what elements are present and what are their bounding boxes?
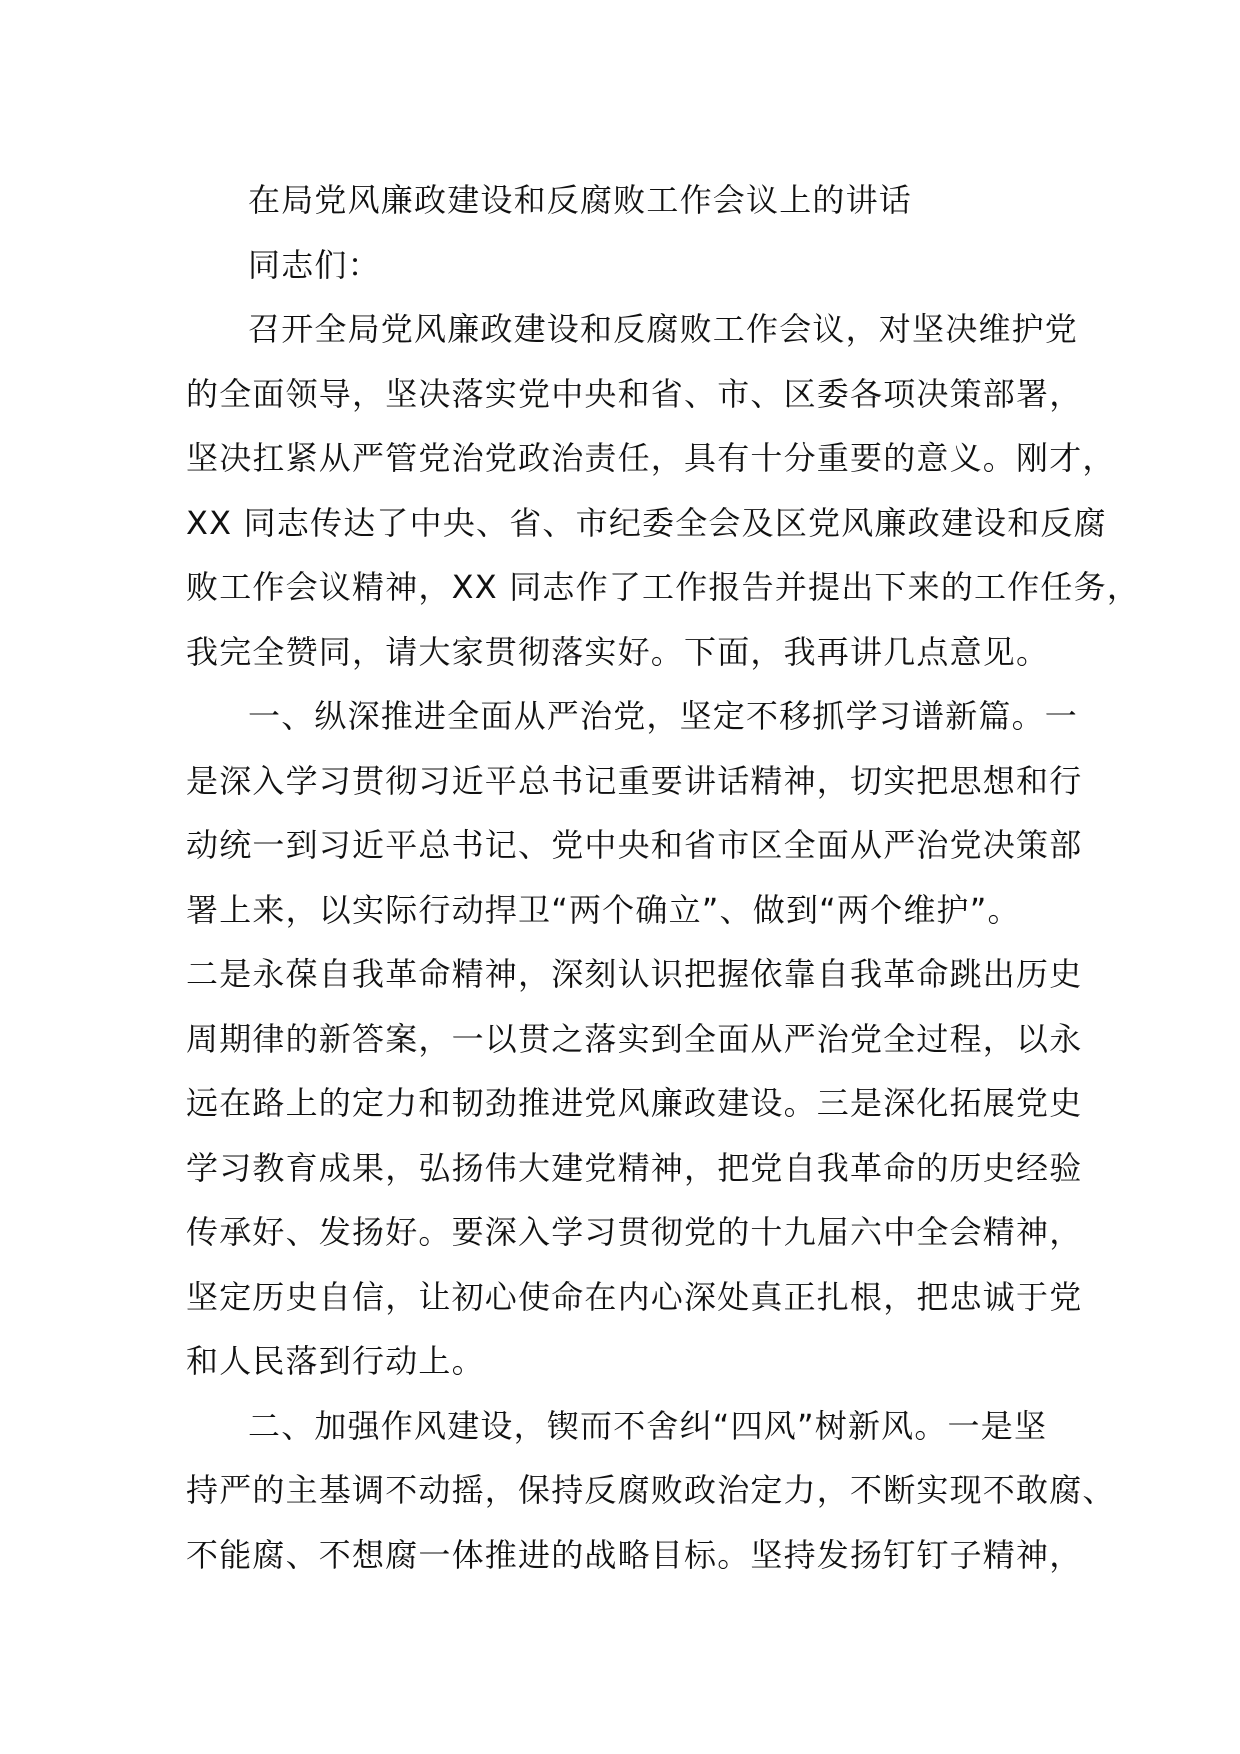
document-title: 在局党风廉政建设和反腐败工作会议上的讲话 [248, 181, 913, 219]
paragraph-line: 周期律的新答案，一以贯之落实到全面从严治党全过程，以永 [186, 1019, 1083, 1058]
paragraph-line: 动统一到习近平总书记、党中央和省市区全面从严治党决策部 [186, 826, 1083, 864]
paragraph-line: 远在路上的定力和韧劲推进党风廉政建设。三是深化拓展党史 [186, 1084, 1083, 1122]
paragraph-line: 二是永葆自我革命精神，深刻认识把握依靠自我革命跳出历史 [186, 955, 1083, 993]
paragraph-line: 和人民落到行动上。 [186, 1342, 485, 1380]
paragraph-line: 坚决扛紧从严管党治党政治责任，具有十分重要的意义。刚才， [186, 439, 1116, 477]
paragraph-line: 署上来，以实际行动捍卫“两个确立”、做到“两个维护”。 [186, 890, 1021, 929]
paragraph-line: 的全面领导，坚决落实党中央和省、市、区委各项决策部署， [186, 374, 1083, 413]
section-heading-line: 一、纵深推进全面从严治党，坚定不移抓学习谱新篇。一 [248, 697, 1079, 735]
paragraph-line: 持严的主基调不动摇，保持反腐败政治定力，不断实现不敢腐、 [186, 1471, 1116, 1509]
paragraph-line: 学习教育成果，弘扬伟大建党精神，把党自我革命的历史经验 [186, 1148, 1083, 1187]
paragraph-line: 不能腐、不想腐一体推进的战略目标。坚持发扬钉钉子精神， [186, 1535, 1083, 1574]
paragraph-line: 是深入学习贯彻习近平总书记重要讲话精神，切实把思想和行 [186, 761, 1083, 800]
salutation: 同志们： [248, 245, 381, 284]
paragraph-line: 败工作会议精神，XX 同志作了工作报告并提出下来的工作任务， [186, 568, 1141, 606]
document-body [186, 168, 1141, 1587]
paragraph-line: XX 同志传达了中央、省、市纪委全会及区党风廉政建设和反腐 [186, 503, 1107, 542]
paragraph-line: 召开全局党风廉政建设和反腐败工作会议，对坚决维护党 [248, 310, 1079, 348]
paragraph-line: 我完全赞同，请大家贯彻落实好。下面，我再讲几点意见。 [186, 632, 1050, 671]
paragraph-line: 坚定历史自信，让初心使命在内心深处真正扎根，把忠诚于党 [186, 1277, 1083, 1316]
paragraph-line: 传承好、发扬好。要深入学习贯彻党的十九届六中全会精神， [186, 1213, 1083, 1251]
section-heading-line: 二、加强作风建设，锲而不舍纠“四风”树新风。一是坚 [248, 1406, 1048, 1445]
